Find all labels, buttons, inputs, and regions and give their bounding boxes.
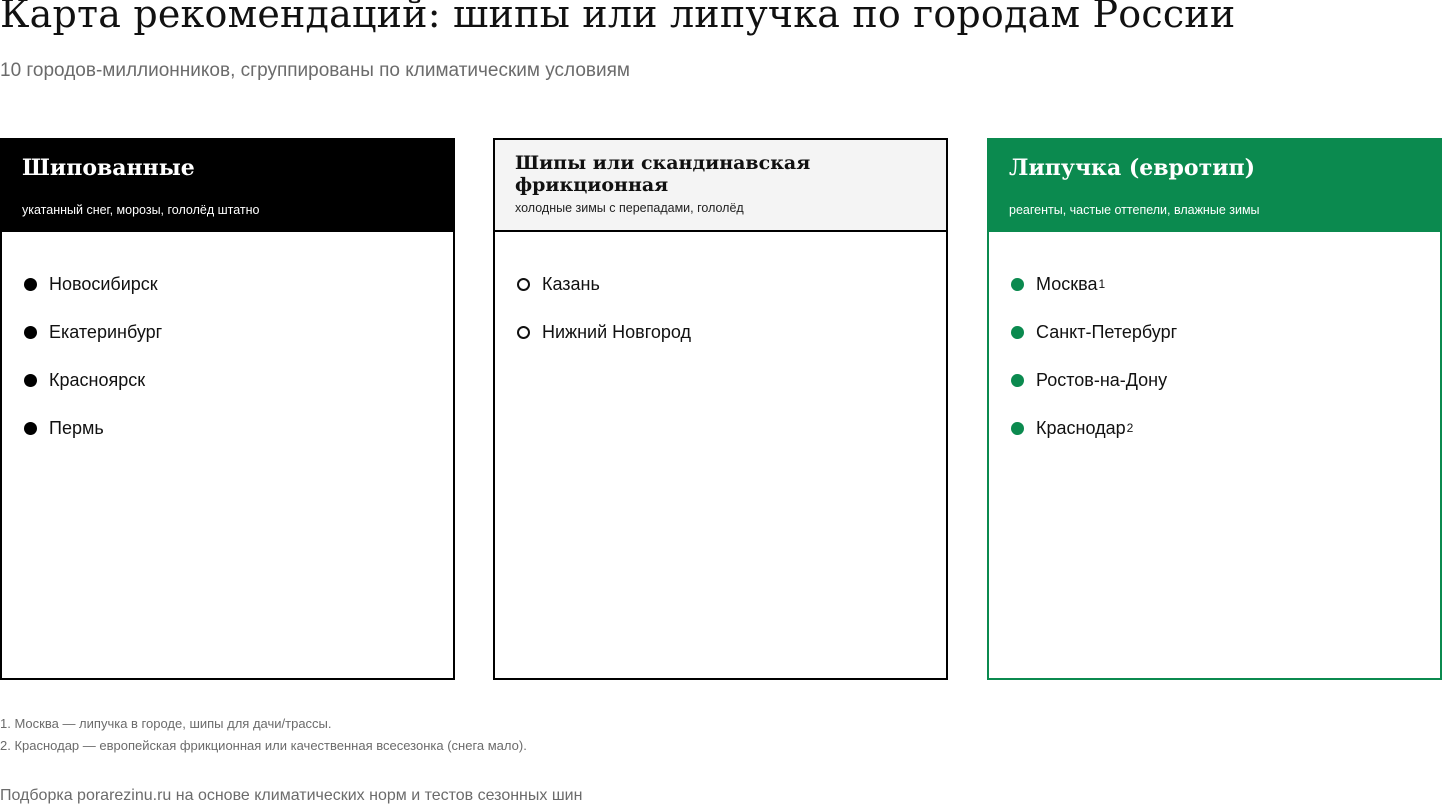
city-item: Москва 1 <box>1011 260 1440 308</box>
group-header <box>495 140 946 232</box>
hollow-circle-icon <box>517 278 530 291</box>
city-name: Новосибирск <box>49 273 158 294</box>
city-name: Москва <box>1036 273 1098 294</box>
city-name: Екатеринбург <box>49 321 163 342</box>
filled-black-circle-icon <box>24 374 37 387</box>
group-title: Липучка (евротип) <box>1009 155 1256 181</box>
filled-black-circle-icon <box>24 278 37 291</box>
group-header <box>2 140 453 232</box>
city-item <box>517 308 946 356</box>
city-item: Краснодар 2 <box>1011 404 1440 452</box>
city-name: Ростов-на-Дону <box>1036 369 1168 390</box>
city-item <box>24 404 453 452</box>
group-studded-or-friction <box>493 138 948 680</box>
filled-green-circle-icon <box>1011 374 1024 387</box>
footnote: 1. Москва — липучка в городе, шипы для дачи/трассы. <box>0 716 332 731</box>
city-name: Красноярск <box>49 369 146 390</box>
group-studded <box>0 138 455 680</box>
group-friction-euro <box>987 138 1442 680</box>
city-item <box>517 260 946 308</box>
group-title: Шипы или скандинавская фрикционная <box>515 152 811 196</box>
page-subtitle: 10 городов-миллионников, сгруппированы по климатическим условиям <box>0 60 630 81</box>
city-list <box>989 232 1440 452</box>
city-item <box>1011 308 1440 356</box>
city-item <box>24 356 453 404</box>
city-item <box>24 308 453 356</box>
filled-black-circle-icon <box>24 422 37 435</box>
filled-black-circle-icon <box>24 326 37 339</box>
city-item <box>24 260 453 308</box>
city-name: Казань <box>542 273 600 294</box>
group-title: Шипованные <box>22 155 195 181</box>
city-list <box>2 232 453 452</box>
city-name: Пермь <box>49 417 104 438</box>
filled-green-circle-icon <box>1011 326 1024 339</box>
filled-green-circle-icon <box>1011 278 1024 291</box>
city-name: Санкт-Петербург <box>1036 321 1178 342</box>
group-header <box>989 140 1440 232</box>
page-title: Карта рекомендаций: шипы или липучка по городам России <box>0 0 1236 36</box>
city-item <box>1011 356 1440 404</box>
filled-green-circle-icon <box>1011 422 1024 435</box>
group-note: укатанный снег, морозы, гололёд штатно <box>22 203 260 217</box>
city-list <box>495 232 946 356</box>
group-note: холодные зимы с перепадами, гололёд <box>515 201 744 215</box>
city-name: Краснодар <box>1036 417 1126 438</box>
hollow-circle-icon <box>517 326 530 339</box>
group-note: реагенты, частые оттепели, влажные зимы <box>1009 203 1260 217</box>
footnote: 2. Краснодар — европейская фрикционная или качественная всесезонка (снега мало). <box>0 738 527 753</box>
city-name: Нижний Новгород <box>542 321 692 342</box>
source-note: Подборка porarezinu.ru на основе климатических норм и тестов сезонных шин <box>0 787 583 804</box>
